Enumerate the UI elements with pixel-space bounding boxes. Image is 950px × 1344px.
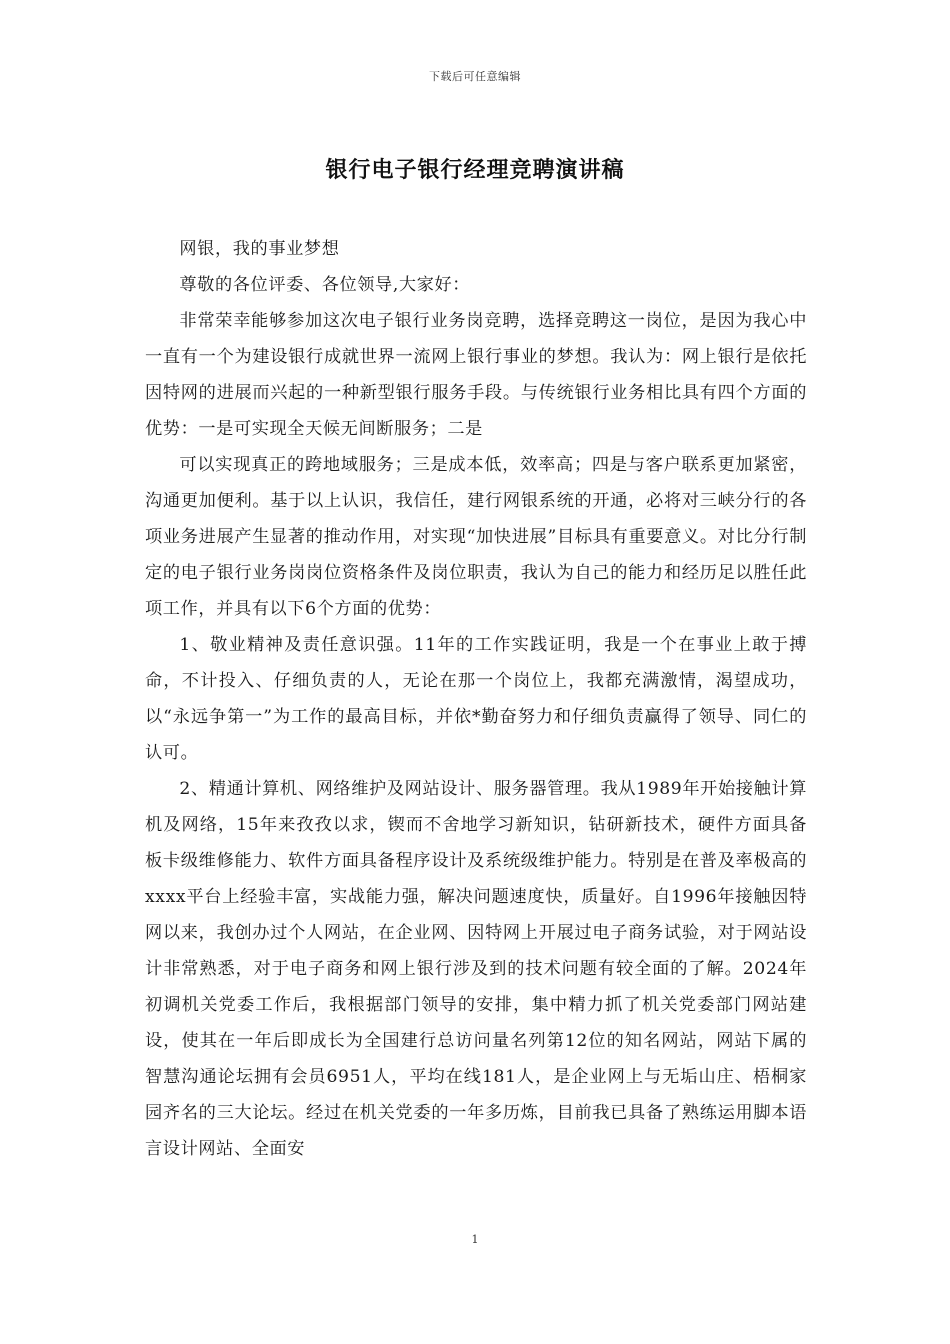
paragraph-point-2: 2、精通计算机、网络维护及网站设计、服务器管理。我从1989年开始接触计算机及网络，15年来孜孜以求，锲而不舍地学习新知识，钻研新技术，硬件方面具备板卡级维修能力、软件方面具备程序设计及系统级维护能力。特别是在普及率极高的xxxx平台上经验丰富，实战能力强，解决问题速度快，质量好。自1996年接触因特网以来，我创办过个人网站，在企业网、因特网上开展过电子商务试验，对于网站设计非常熟悉，对于电子商务和网上银行涉及到的技术问题有较全面的了解。2024年初调机关党委工作后，我根据部门领导的安排，集中精力抓了机关党委部门网站建设，使其在一年后即成长为全国建行总访问量名列第12位的知名网站，网站下属的智慧沟通论坛拥有会员6951人，平均在线181人，是企业网上与无垢山庄、梧桐家园齐名的三大论坛。经过在机关党委的一年多历炼，目前我已具备了熟练运用脚本语言设计网站、全面安 xyxy=(145,779,807,1159)
document-title: 银行电子银行经理竞聘演讲稿 xyxy=(325,157,625,183)
paragraph-intro: 非常荣幸能够参加这次电子银行业务岗竞聘，选择竞聘这一岗位，是因为我心中一直有一个为建设银行成就世界一流网上银行事业的梦想。我认为：网上银行是依托因特网的进展而兴起的一种新型银行服务手段。与传统银行业务相比具有四个方面的优势：一是可实现全天候无间断服务；二是 xyxy=(145,311,807,439)
paragraph-point-1: 1、敬业精神及责任意识强。11年的工作实践证明，我是一个在事业上敢于搏命，不计投入、仔细负责的人，无论在那一个岗位上，我都充满激情，渴望成功，以“永远争第一”为工作的最高目标，并依*勤奋努力和仔细负责赢得了领导、同仁的认可。 xyxy=(145,635,807,763)
paragraph-greeting: 尊敬的各位评委、各位领导,大家好： xyxy=(179,275,471,295)
page-number: 1 xyxy=(471,1233,479,1246)
paragraph-advantages: 可以实现真正的跨地域服务；三是成本低，效率高；四是与客户联系更加紧密，沟通更加便利。基于以上认识，我信任，建行网银系统的开通，必将对三峡分行的各项业务进展产生显著的推动作用，对实现“加快进展”目标具有重要意义。对比分行制定的电子银行业务岗岗位资格条件及岗位职责，我认为自己的能力和经历足以胜任此项工作，并具有以下6个方面的优势： xyxy=(145,455,807,619)
page-header-note: 下载后可任意编辑 xyxy=(429,70,521,83)
paragraph-subtitle: 网银，我的事业梦想 xyxy=(179,239,340,259)
document-body xyxy=(145,231,807,1167)
